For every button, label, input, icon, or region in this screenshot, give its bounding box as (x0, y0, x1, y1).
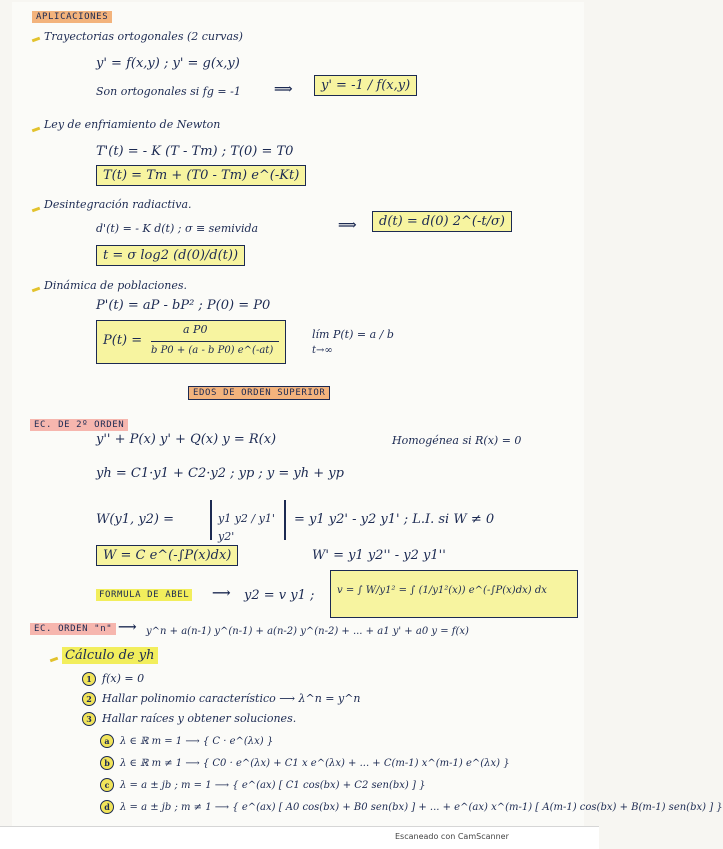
case-b: b λ ∈ ℝ m ≠ 1 ⟶ { C0 · e^(λx) + C1 x e^(λx) + ... + C(m-1) x^(m-1) e^(λx) } (100, 756, 580, 770)
wronskian-lhs: W(y1, y2) = (96, 512, 175, 527)
case-d: d λ = a ± jb ; m ≠ 1 ⟶ { e^(ax) [ A0 cos(bx) + B0 sen(bx) ] + ... + e^(ax) x^(m-1) [ A(m-1) cos(bx) + B(m-1) sen(bx) ] } (100, 800, 580, 814)
case-a: a λ ∈ ℝ m = 1 ⟶ { C · e^(λx) } (100, 734, 580, 748)
step-2: 2 Hallar polinomio característico ⟶ λ^n = y^n (82, 692, 361, 706)
page-title: APLICACIONES (32, 12, 112, 22)
order-n-equation: y^n + a(n-1) y^(n-1) + a(n-2) y^(n-2) + ... + a1 y' + a0 y = f(x) (146, 626, 469, 637)
population-limit: lím P(t) = a / b (312, 328, 394, 341)
det-bar-right (284, 500, 286, 540)
section-heading-population: Dinámica de poblaciones. (44, 279, 188, 292)
newton-line1: T'(t) = - K (T - Tm) ; T(0) = T0 (96, 144, 294, 159)
second-order-line2: yh = C1·y1 + C2·y2 ; yp ; y = yh + yp (96, 466, 344, 481)
second-order-line1: y'' + P(x) y' + Q(x) y = R(x) (96, 432, 277, 447)
notes-page (12, 2, 723, 830)
order-n-tag: EC. ORDEN "n" (30, 624, 116, 634)
radioactive-line1: d'(t) = - K d(t) ; σ ≡ semivida (96, 222, 259, 235)
arrow-icon: ⟶ (118, 620, 137, 635)
orthogonal-result-box: y' = -1 / f(x,y) (314, 78, 417, 93)
section-heading-newton: Ley de enfriamiento de Newton (44, 118, 221, 131)
population-line1: P'(t) = aP - bP² ; P(0) = P0 (96, 298, 271, 313)
newton-result-box: T(t) = Tm + (T0 - Tm) e^(-Kt) (96, 168, 306, 183)
population-result-box: P(t) = a P0 b P0 + (a - b P0) e^(-at) (96, 320, 286, 364)
wronskian-matrix: y1 y2 / y1' y2' (218, 512, 275, 543)
section-label: EDOS DE ORDEN SUPERIOR (188, 388, 330, 398)
population-limit-sub: t→∞ (312, 345, 333, 356)
orthogonal-line2: Son ortogonales si fg = -1 (96, 85, 241, 98)
arrow-icon: ⟶ (212, 586, 231, 601)
bullet-marker (32, 207, 41, 213)
w-prime: W' = y1 y2'' - y2 y1'' (312, 548, 446, 563)
second-order-homogeneous: Homogénea si R(x) = 0 (392, 434, 522, 447)
bullet-marker (32, 127, 41, 133)
step-1: 1 f(x) = 0 (82, 672, 144, 686)
abel-formula-box: v = ∫ W/y1² = ∫ (1/y1²(x)) e^(-∫P(x)dx) dx (330, 570, 578, 618)
radioactive-time-box: t = σ log2 (d(0)/d(t)) (96, 248, 245, 263)
section-heading-radioactive: Desintegración radiactiva. (44, 198, 192, 211)
det-bar-left (210, 500, 212, 540)
section-heading-orthogonal: Trayectorias ortogonales (2 curvas) (44, 30, 243, 43)
abel-tag: FORMULA DE ABEL (96, 590, 192, 600)
abel-mid: y2 = v y1 ; (244, 588, 315, 603)
arrow-icon: ⟹ (338, 218, 357, 233)
second-order-tag: EC. DE 2º ORDEN (30, 420, 128, 430)
step-3: 3 Hallar raíces y obtener soluciones. (82, 712, 296, 726)
calc-heading: Cálculo de yh (62, 648, 158, 663)
bullet-marker (32, 287, 41, 293)
footer-text: Escaneado con CamScanner (395, 832, 509, 841)
wronskian-rhs: = y1 y2' - y2 y1' ; L.I. si W ≠ 0 (294, 512, 495, 527)
case-c: c λ = a ± jb ; m = 1 ⟶ { e^(ax) [ C1 cos(bx) + C2 sen(bx) ] } (100, 778, 580, 792)
bullet-marker (32, 37, 41, 43)
scanner-footer (0, 826, 599, 849)
orthogonal-line1: y' = f(x,y) ; y' = g(x,y) (96, 56, 240, 71)
fraction-bar (151, 341, 279, 342)
radioactive-result-box: d(t) = d(0) 2^(-t/σ) (372, 214, 512, 229)
arrow-icon: ⟹ (274, 82, 293, 97)
w-formula-box: W = C e^(-∫P(x)dx) (96, 548, 238, 563)
bullet-marker (50, 657, 59, 663)
